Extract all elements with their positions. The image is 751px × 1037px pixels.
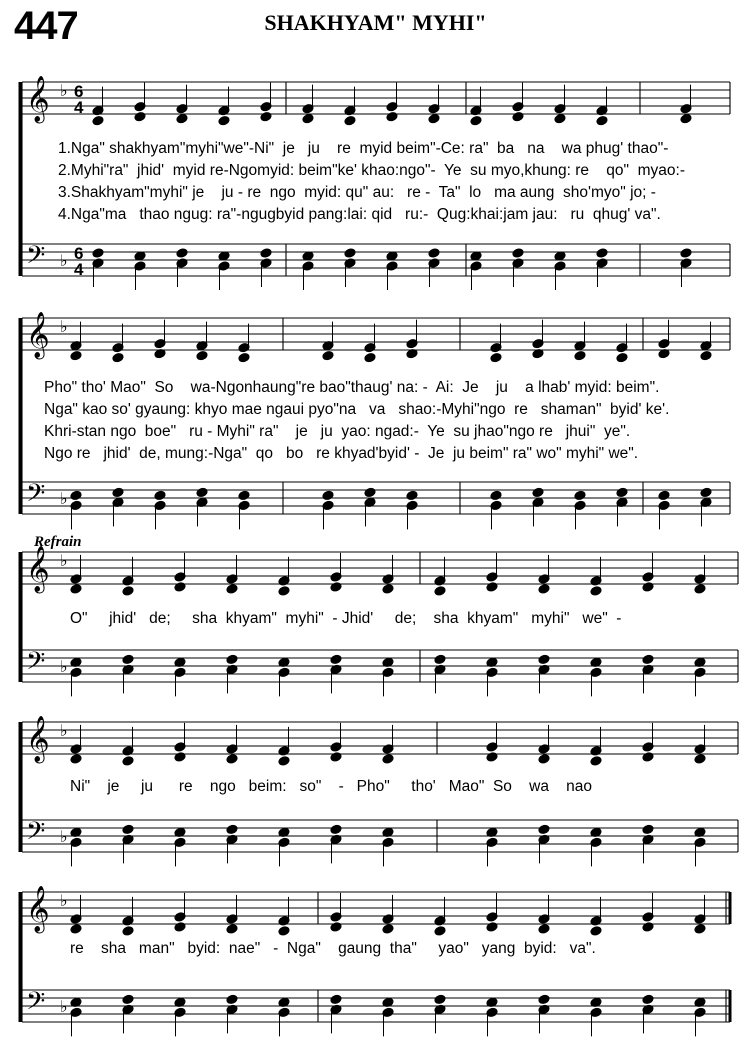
note-head xyxy=(70,490,82,500)
flat-icon: ♭ xyxy=(60,657,68,676)
note-head xyxy=(616,487,628,497)
note-head xyxy=(590,756,602,766)
note-head xyxy=(382,924,394,934)
note-head xyxy=(122,994,134,1004)
note-head xyxy=(596,248,608,258)
note-head xyxy=(382,584,394,594)
hymn-number: 447 xyxy=(14,4,78,48)
note-head xyxy=(344,248,356,258)
flat-icon: ♭ xyxy=(60,997,68,1016)
time-signature-top: 6 xyxy=(74,244,84,263)
note-head xyxy=(260,248,272,258)
note-head xyxy=(642,752,654,762)
note-head xyxy=(278,586,290,596)
note-head xyxy=(134,112,146,122)
note-head xyxy=(322,490,334,500)
note-head xyxy=(434,926,446,936)
note-head xyxy=(226,924,238,934)
refrain-label: Refrain xyxy=(34,534,82,550)
note-head xyxy=(642,824,654,834)
note-head xyxy=(680,114,692,124)
note-head xyxy=(278,926,290,936)
note-head xyxy=(176,114,188,124)
note-head xyxy=(486,582,498,592)
note-head xyxy=(700,487,712,497)
note-head xyxy=(512,112,524,122)
note-head xyxy=(112,487,124,497)
time-signature-bottom: 4 xyxy=(74,260,84,279)
note-head xyxy=(590,586,602,596)
hymn-title: SHAKHYAM" MYHI" xyxy=(264,10,487,35)
note-head xyxy=(434,994,446,1004)
note-head xyxy=(330,922,342,932)
flat-icon: ♭ xyxy=(60,827,68,846)
flat-icon: ♭ xyxy=(60,251,68,270)
bass-clef-icon: 𝄢 xyxy=(26,647,46,682)
treble-clef-icon: 𝄞 xyxy=(26,312,50,358)
note-head xyxy=(554,114,566,124)
note-head xyxy=(330,994,342,1004)
note-head xyxy=(642,654,654,664)
note-head xyxy=(330,654,342,664)
note-head xyxy=(470,116,482,126)
note-head xyxy=(642,922,654,932)
note-head xyxy=(122,756,134,766)
note-head xyxy=(382,754,394,764)
note-head xyxy=(196,351,208,361)
note-head xyxy=(278,756,290,766)
note-head xyxy=(330,824,342,834)
bass-clef-icon: 𝄢 xyxy=(26,987,46,1022)
note-head xyxy=(428,248,440,258)
flat-icon: ♭ xyxy=(60,551,68,570)
note-head xyxy=(330,582,342,592)
time-signature-top: 6 xyxy=(74,82,84,101)
note-head xyxy=(70,351,82,361)
lyric-line: O" jhid' de; sha khyam" myhi" - Jhid' de; sha khyam" myhi" we" - xyxy=(70,610,622,627)
note-head xyxy=(538,924,550,934)
lyric-line: 2.Myhi"ra" jhid' myid re-Ngomyid: beim"ke' khao:ngo"- Ye su myo,khung: re qo" myao:- xyxy=(58,162,686,179)
lyric-line: Nga" kao so' gyaung: khyo mae ngaui pyo"na va shao:-Myhi"ngo re shaman" byid' ke'. xyxy=(44,401,670,418)
note-head xyxy=(590,926,602,936)
note-head xyxy=(406,490,418,500)
note-head xyxy=(322,351,334,361)
note-head xyxy=(658,490,670,500)
note-head xyxy=(616,353,628,363)
flat-icon: ♭ xyxy=(60,721,68,740)
treble-clef-icon: 𝄞 xyxy=(26,886,50,932)
note-head xyxy=(680,248,692,258)
treble-clef-icon: 𝄞 xyxy=(26,716,50,762)
bass-clef-icon: 𝄢 xyxy=(26,479,46,514)
note-head xyxy=(434,654,446,664)
lyric-line: 1.Nga" shakhyam"myhi"we"-Ni" je ju re myid beim"-Ce: ra" ba na wa phug' thao"- xyxy=(58,140,669,157)
note-head xyxy=(226,824,238,834)
note-head xyxy=(92,248,104,258)
note-head xyxy=(538,584,550,594)
note-head xyxy=(694,754,706,764)
note-head xyxy=(642,994,654,1004)
lyric-line: Khri-stan ngo boe" ru - Myhi" ra" je ju yao: ngad:- Ye su jhao"ngo re jhui" ye". xyxy=(44,423,631,440)
note-head xyxy=(364,487,376,497)
note-head xyxy=(574,490,586,500)
note-head xyxy=(532,487,544,497)
note-head xyxy=(70,754,82,764)
note-head xyxy=(218,116,230,126)
note-head xyxy=(260,112,272,122)
lyric-line: Ni" je ju re ngo beim: so" - Pho" tho' Mao" So wa nao xyxy=(70,778,593,795)
note-head xyxy=(238,353,250,363)
lyric-line: Ngo re jhid' de, mung:-Nga" qo bo re khyad'byid' - Je ju beim" ra" wo" myhi" we". xyxy=(44,445,639,462)
treble-clef-icon: 𝄞 xyxy=(26,76,50,122)
flat-icon: ♭ xyxy=(60,891,68,910)
flat-icon: ♭ xyxy=(60,81,68,100)
note-head xyxy=(122,926,134,936)
note-head xyxy=(486,922,498,932)
note-head xyxy=(174,582,186,592)
note-head xyxy=(176,248,188,258)
note-head xyxy=(154,490,166,500)
note-head xyxy=(574,351,586,361)
note-head xyxy=(122,586,134,596)
note-head xyxy=(364,353,376,363)
flat-icon: ♭ xyxy=(60,489,68,508)
lyric-line: 4.Nga"ma thao ngug: ra"-ngugbyid pang:lai: qid ru:- Qug:khai:jam jau: ru qhug' va". xyxy=(58,206,661,223)
note-head xyxy=(70,924,82,934)
flat-icon: ♭ xyxy=(60,317,68,336)
note-head xyxy=(486,752,498,762)
note-head xyxy=(344,116,356,126)
note-head xyxy=(642,582,654,592)
note-head xyxy=(596,116,608,126)
note-head xyxy=(490,490,502,500)
note-head xyxy=(538,754,550,764)
note-head xyxy=(538,824,550,834)
note-head xyxy=(122,824,134,834)
bass-clef-icon: 𝄢 xyxy=(26,817,46,852)
note-head xyxy=(196,487,208,497)
note-head xyxy=(122,654,134,664)
note-head xyxy=(238,490,250,500)
note-head xyxy=(694,924,706,934)
note-head xyxy=(226,654,238,664)
note-head xyxy=(512,248,524,258)
note-head xyxy=(174,922,186,932)
note-head xyxy=(694,584,706,594)
lyric-line: Pho" tho' Mao" So wa-Ngonhaung"re bao"thaug' na: - Ai: Je ju a lhab' myid: beim". xyxy=(44,379,660,396)
note-head xyxy=(428,114,440,124)
note-head xyxy=(490,353,502,363)
treble-clef-icon: 𝄞 xyxy=(26,546,50,592)
note-head xyxy=(302,114,314,124)
note-head xyxy=(174,752,186,762)
note-head xyxy=(330,752,342,762)
time-signature-bottom: 4 xyxy=(74,98,84,117)
note-head xyxy=(70,584,82,594)
note-head xyxy=(434,586,446,596)
note-head xyxy=(112,353,124,363)
note-head xyxy=(226,754,238,764)
note-head xyxy=(226,994,238,1004)
note-head xyxy=(92,116,104,126)
note-head xyxy=(538,654,550,664)
lyric-line: re sha man" byid: nae" - Nga" gaung tha" yao" yang byid: va". xyxy=(70,940,596,957)
note-head xyxy=(226,584,238,594)
note-head xyxy=(386,112,398,122)
note-head xyxy=(700,351,712,361)
note-head xyxy=(538,994,550,1004)
bass-clef-icon: 𝄢 xyxy=(26,241,46,276)
lyric-line: 3.Shakhyam"myhi" je ju - re ngo myid: qu" au: re - Ta" lo ma aung sho'myo" jo; - xyxy=(58,184,656,201)
